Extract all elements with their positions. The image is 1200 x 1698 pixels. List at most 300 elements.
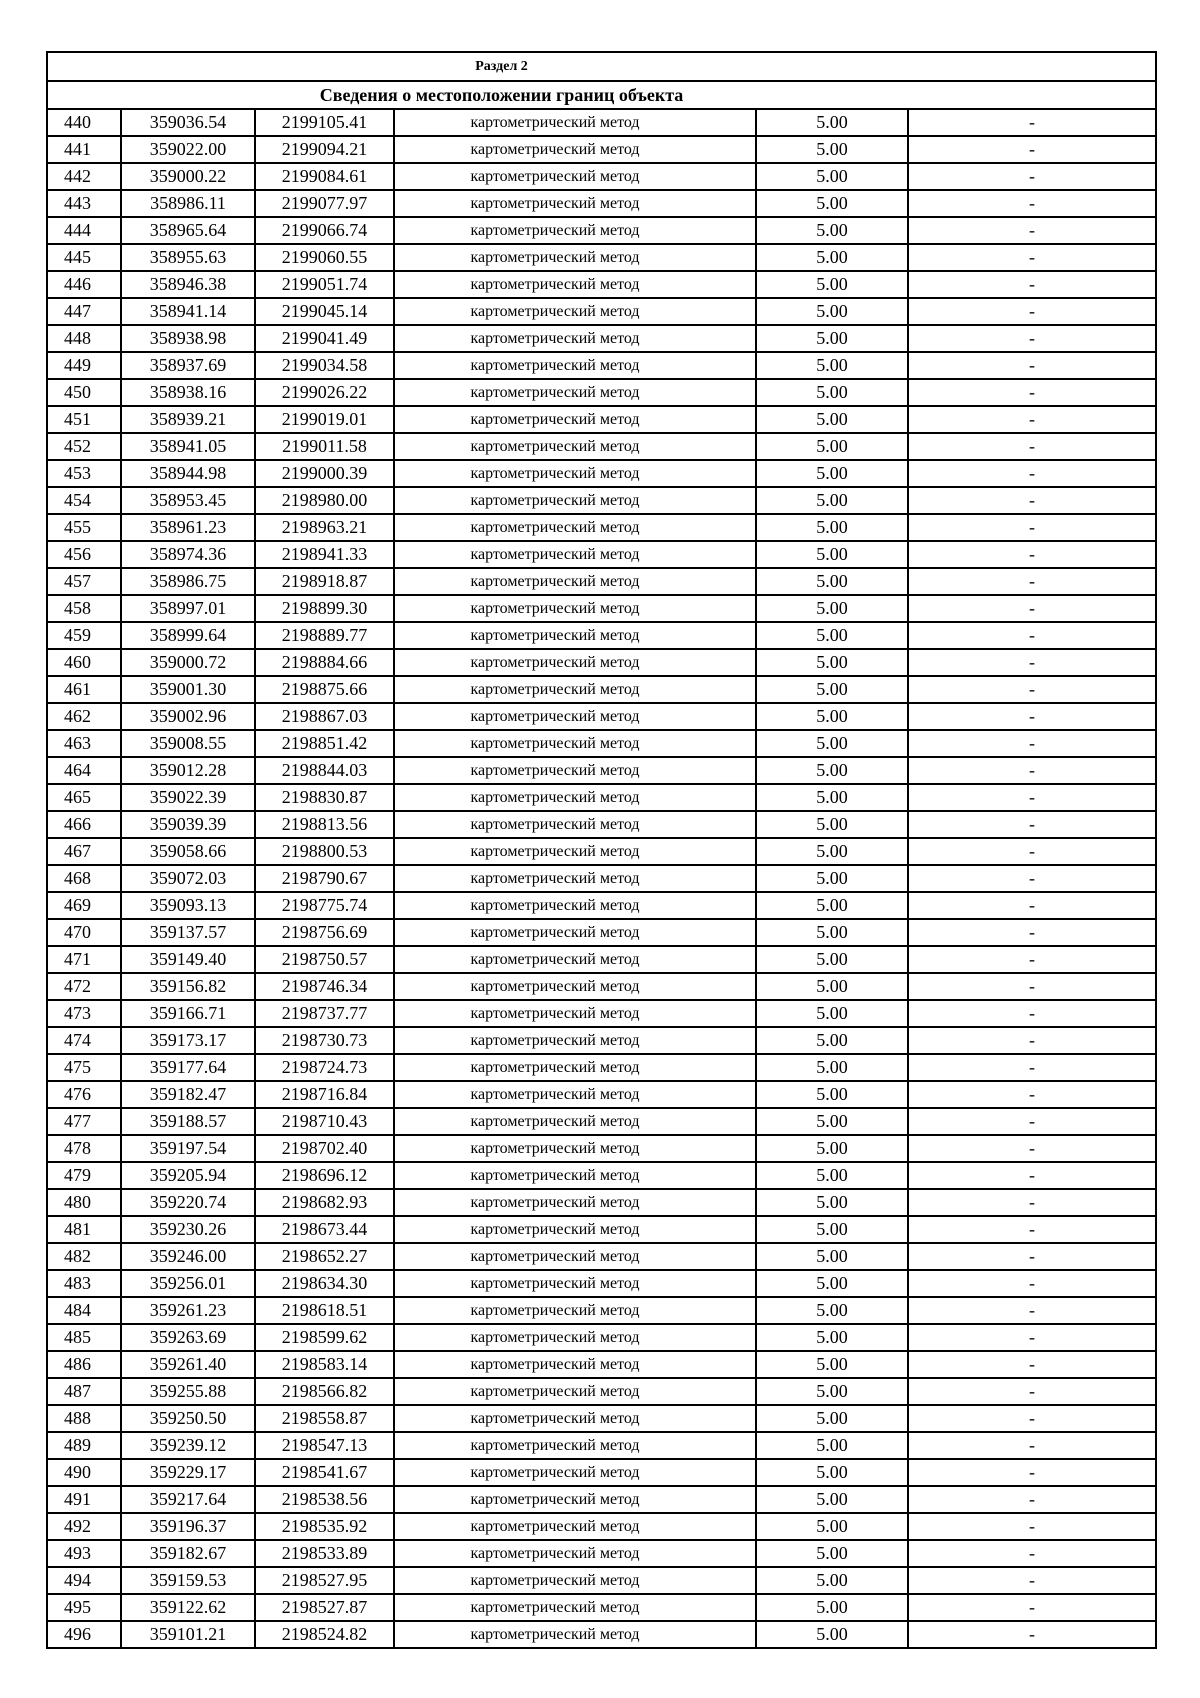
description-cell: - (908, 1351, 1156, 1378)
table-row (47, 352, 1156, 379)
method-text: картометрический метод (470, 708, 640, 725)
accuracy-cell: 5.00 (756, 1135, 908, 1162)
accuracy-cell: 5.00 (756, 298, 908, 325)
y-coordinate-cell: 2198830.87 (255, 784, 394, 811)
method-text: картометрический метод (470, 168, 640, 185)
point-number-cell: 494 (47, 1567, 121, 1594)
accuracy-cell: 5.00 (756, 1459, 908, 1486)
point-number-cell: 463 (47, 730, 121, 757)
x-coordinate-cell: 359000.72 (121, 649, 255, 676)
x-coordinate-cell: 358944.98 (121, 460, 255, 487)
point-number-cell: 469 (47, 892, 121, 919)
description-cell: - (908, 541, 1156, 568)
y-coordinate-cell: 2198980.00 (255, 487, 394, 514)
description-cell: - (908, 460, 1156, 487)
method-cell (394, 1567, 756, 1594)
method-text: картометрический метод (470, 519, 640, 536)
accuracy-cell: 5.00 (756, 1621, 908, 1648)
point-number-cell: 475 (47, 1054, 121, 1081)
x-coordinate-cell: 359149.40 (121, 946, 255, 973)
description-cell: - (908, 190, 1156, 217)
method-cell (394, 1216, 756, 1243)
accuracy-cell: 5.00 (756, 1432, 908, 1459)
x-coordinate-cell: 359156.82 (121, 973, 255, 1000)
method-text: картометрический метод (470, 465, 640, 482)
method-text: картометрический метод (470, 303, 640, 320)
accuracy-cell: 5.00 (756, 568, 908, 595)
table-row (47, 433, 1156, 460)
description-cell: - (908, 1432, 1156, 1459)
table-row (47, 1486, 1156, 1513)
point-number-cell: 458 (47, 595, 121, 622)
accuracy-cell: 5.00 (756, 1108, 908, 1135)
x-coordinate-cell: 359261.40 (121, 1351, 255, 1378)
table-row (47, 919, 1156, 946)
point-number-cell: 477 (47, 1108, 121, 1135)
point-number-cell: 472 (47, 973, 121, 1000)
x-coordinate-cell: 358986.75 (121, 568, 255, 595)
method-text: картометрический метод (470, 1410, 640, 1427)
table-row (47, 784, 1156, 811)
x-coordinate-cell: 359205.94 (121, 1162, 255, 1189)
method-text: картометрический метод (470, 1626, 640, 1643)
description-cell: - (908, 946, 1156, 973)
y-coordinate-cell: 2198875.66 (255, 676, 394, 703)
method-cell (394, 919, 756, 946)
x-coordinate-cell: 359188.57 (121, 1108, 255, 1135)
description-cell: - (908, 703, 1156, 730)
method-cell (394, 838, 756, 865)
table-row (47, 109, 1156, 136)
description-cell: - (908, 1459, 1156, 1486)
x-coordinate-cell: 359246.00 (121, 1243, 255, 1270)
y-coordinate-cell: 2199041.49 (255, 325, 394, 352)
accuracy-cell: 5.00 (756, 433, 908, 460)
method-text: картометрический метод (470, 357, 640, 374)
table-row (47, 730, 1156, 757)
x-coordinate-cell: 359101.21 (121, 1621, 255, 1648)
point-number-cell: 444 (47, 217, 121, 244)
table-row (47, 325, 1156, 352)
y-coordinate-cell: 2198535.92 (255, 1513, 394, 1540)
point-number-cell: 489 (47, 1432, 121, 1459)
x-coordinate-cell: 359197.54 (121, 1135, 255, 1162)
table-row (47, 190, 1156, 217)
table-row (47, 892, 1156, 919)
table-row (47, 1189, 1156, 1216)
x-coordinate-cell: 359239.12 (121, 1432, 255, 1459)
accuracy-cell: 5.00 (756, 1270, 908, 1297)
y-coordinate-cell: 2198538.56 (255, 1486, 394, 1513)
description-cell: - (908, 1405, 1156, 1432)
method-cell (394, 541, 756, 568)
y-coordinate-cell: 2198889.77 (255, 622, 394, 649)
method-text: картометрический метод (470, 195, 640, 212)
description-cell: - (908, 757, 1156, 784)
point-number-cell: 451 (47, 406, 121, 433)
method-cell (394, 1486, 756, 1513)
method-cell (394, 1459, 756, 1486)
description-cell: - (908, 1243, 1156, 1270)
method-cell (394, 649, 756, 676)
accuracy-cell: 5.00 (756, 973, 908, 1000)
table-row (47, 1405, 1156, 1432)
table-body (47, 52, 1156, 1648)
y-coordinate-cell: 2199000.39 (255, 460, 394, 487)
section-title-row (47, 81, 1156, 109)
description-cell: - (908, 163, 1156, 190)
method-text: картометрический метод (470, 1572, 640, 1589)
method-cell (394, 514, 756, 541)
description-cell: - (908, 811, 1156, 838)
x-coordinate-cell: 358941.05 (121, 433, 255, 460)
method-cell (394, 946, 756, 973)
y-coordinate-cell: 2198851.42 (255, 730, 394, 757)
accuracy-cell: 5.00 (756, 514, 908, 541)
x-coordinate-cell: 358946.38 (121, 271, 255, 298)
point-number-cell: 464 (47, 757, 121, 784)
point-number-cell: 478 (47, 1135, 121, 1162)
y-coordinate-cell: 2199051.74 (255, 271, 394, 298)
point-number-cell: 454 (47, 487, 121, 514)
y-coordinate-cell: 2198673.44 (255, 1216, 394, 1243)
method-text: картометрический метод (470, 1599, 640, 1616)
method-text: картометрический метод (470, 1113, 640, 1130)
description-cell: - (908, 217, 1156, 244)
x-coordinate-cell: 358955.63 (121, 244, 255, 271)
y-coordinate-cell: 2198746.34 (255, 973, 394, 1000)
y-coordinate-cell: 2199094.21 (255, 136, 394, 163)
accuracy-cell: 5.00 (756, 595, 908, 622)
description-cell: - (908, 379, 1156, 406)
accuracy-cell: 5.00 (756, 1405, 908, 1432)
table-row (47, 1540, 1156, 1567)
method-text: картометрический метод (470, 789, 640, 806)
accuracy-cell: 5.00 (756, 1297, 908, 1324)
point-number-cell: 471 (47, 946, 121, 973)
method-cell (394, 1270, 756, 1297)
section-label-row (47, 52, 1156, 81)
point-number-cell: 480 (47, 1189, 121, 1216)
table-row (47, 487, 1156, 514)
description-cell: - (908, 1540, 1156, 1567)
x-coordinate-cell: 359000.22 (121, 163, 255, 190)
method-cell (394, 487, 756, 514)
table-row (47, 973, 1156, 1000)
y-coordinate-cell: 2198533.89 (255, 1540, 394, 1567)
method-text: картометрический метод (470, 978, 640, 995)
method-text: картометрический метод (470, 573, 640, 590)
x-coordinate-cell: 358953.45 (121, 487, 255, 514)
point-number-cell: 447 (47, 298, 121, 325)
method-text: картометрический метод (470, 1491, 640, 1508)
description-cell: - (908, 1162, 1156, 1189)
table-row (47, 406, 1156, 433)
x-coordinate-cell: 359229.17 (121, 1459, 255, 1486)
method-text: картометрический метод (470, 249, 640, 266)
method-cell (394, 1594, 756, 1621)
point-number-cell: 486 (47, 1351, 121, 1378)
y-coordinate-cell: 2198618.51 (255, 1297, 394, 1324)
point-number-cell: 442 (47, 163, 121, 190)
point-number-cell: 460 (47, 649, 121, 676)
table-row (47, 244, 1156, 271)
x-coordinate-cell: 359159.53 (121, 1567, 255, 1594)
description-cell: - (908, 1027, 1156, 1054)
description-cell: - (908, 487, 1156, 514)
method-text: картометрический метод (470, 1032, 640, 1049)
method-cell (394, 1297, 756, 1324)
description-cell: - (908, 973, 1156, 1000)
y-coordinate-cell: 2199077.97 (255, 190, 394, 217)
description-cell: - (908, 1324, 1156, 1351)
description-cell: - (908, 865, 1156, 892)
description-cell: - (908, 271, 1156, 298)
description-cell: - (908, 1135, 1156, 1162)
method-cell (394, 1054, 756, 1081)
description-cell: - (908, 1000, 1156, 1027)
x-coordinate-cell: 359001.30 (121, 676, 255, 703)
y-coordinate-cell: 2198524.82 (255, 1621, 394, 1648)
description-cell: - (908, 109, 1156, 136)
x-coordinate-cell: 359220.74 (121, 1189, 255, 1216)
y-coordinate-cell: 2199034.58 (255, 352, 394, 379)
method-cell (394, 244, 756, 271)
section-title-cell (47, 81, 1156, 109)
accuracy-cell: 5.00 (756, 190, 908, 217)
accuracy-cell: 5.00 (756, 1486, 908, 1513)
y-coordinate-cell: 2198867.03 (255, 703, 394, 730)
table-row (47, 1027, 1156, 1054)
accuracy-cell: 5.00 (756, 1027, 908, 1054)
table-row (47, 541, 1156, 568)
method-cell (394, 298, 756, 325)
method-cell (394, 1405, 756, 1432)
point-number-cell: 445 (47, 244, 121, 271)
y-coordinate-cell: 2198730.73 (255, 1027, 394, 1054)
method-cell (394, 1324, 756, 1351)
table-row (47, 595, 1156, 622)
method-cell (394, 757, 756, 784)
accuracy-cell: 5.00 (756, 1162, 908, 1189)
x-coordinate-cell: 359036.54 (121, 109, 255, 136)
accuracy-cell: 5.00 (756, 892, 908, 919)
point-number-cell: 487 (47, 1378, 121, 1405)
table-row (47, 163, 1156, 190)
accuracy-cell: 5.00 (756, 217, 908, 244)
y-coordinate-cell: 2198634.30 (255, 1270, 394, 1297)
point-number-cell: 474 (47, 1027, 121, 1054)
accuracy-cell: 5.00 (756, 460, 908, 487)
y-coordinate-cell: 2198541.67 (255, 1459, 394, 1486)
method-text: картометрический метод (470, 870, 640, 887)
point-number-cell: 455 (47, 514, 121, 541)
accuracy-cell: 5.00 (756, 1054, 908, 1081)
method-text: картометрический метод (470, 1545, 640, 1562)
y-coordinate-cell: 2198813.56 (255, 811, 394, 838)
accuracy-cell: 5.00 (756, 649, 908, 676)
table-row (47, 1459, 1156, 1486)
point-number-cell: 459 (47, 622, 121, 649)
method-cell (394, 973, 756, 1000)
accuracy-cell: 5.00 (756, 676, 908, 703)
table-row (47, 1324, 1156, 1351)
point-number-cell: 456 (47, 541, 121, 568)
method-cell (394, 136, 756, 163)
x-coordinate-cell: 359173.17 (121, 1027, 255, 1054)
accuracy-cell: 5.00 (756, 136, 908, 163)
point-number-cell: 473 (47, 1000, 121, 1027)
accuracy-cell: 5.00 (756, 730, 908, 757)
point-number-cell: 449 (47, 352, 121, 379)
table-row (47, 136, 1156, 163)
y-coordinate-cell: 2199026.22 (255, 379, 394, 406)
x-coordinate-cell: 359012.28 (121, 757, 255, 784)
x-coordinate-cell: 358941.14 (121, 298, 255, 325)
table-row (47, 1432, 1156, 1459)
y-coordinate-cell: 2198884.66 (255, 649, 394, 676)
method-text: картометрический метод (470, 1383, 640, 1400)
accuracy-cell: 5.00 (756, 757, 908, 784)
description-cell: - (908, 1054, 1156, 1081)
accuracy-cell: 5.00 (756, 1567, 908, 1594)
method-cell (394, 1351, 756, 1378)
method-cell (394, 1378, 756, 1405)
accuracy-cell: 5.00 (756, 1000, 908, 1027)
x-coordinate-cell: 359256.01 (121, 1270, 255, 1297)
section-label: Раздел 2 (475, 59, 528, 74)
method-cell (394, 622, 756, 649)
description-cell: - (908, 325, 1156, 352)
point-number-cell: 443 (47, 190, 121, 217)
point-number-cell: 479 (47, 1162, 121, 1189)
method-text: картометрический метод (470, 735, 640, 752)
description-cell: - (908, 1567, 1156, 1594)
x-coordinate-cell: 359182.67 (121, 1540, 255, 1567)
accuracy-cell: 5.00 (756, 271, 908, 298)
method-cell (394, 784, 756, 811)
accuracy-cell: 5.00 (756, 1513, 908, 1540)
x-coordinate-cell: 359263.69 (121, 1324, 255, 1351)
accuracy-cell: 5.00 (756, 325, 908, 352)
description-cell: - (908, 1594, 1156, 1621)
description-cell: - (908, 1378, 1156, 1405)
method-cell (394, 217, 756, 244)
accuracy-cell: 5.00 (756, 622, 908, 649)
method-text: картометрический метод (470, 222, 640, 239)
method-text: картометрический метод (470, 1086, 640, 1103)
x-coordinate-cell: 358937.69 (121, 352, 255, 379)
y-coordinate-cell: 2199011.58 (255, 433, 394, 460)
method-text: картометрический метод (470, 411, 640, 428)
method-text: картометрический метод (470, 1248, 640, 1265)
method-cell (394, 865, 756, 892)
y-coordinate-cell: 2199019.01 (255, 406, 394, 433)
point-number-cell: 481 (47, 1216, 121, 1243)
y-coordinate-cell: 2198583.14 (255, 1351, 394, 1378)
x-coordinate-cell: 358997.01 (121, 595, 255, 622)
method-cell (394, 703, 756, 730)
x-coordinate-cell: 359093.13 (121, 892, 255, 919)
description-cell: - (908, 244, 1156, 271)
method-text: картометрический метод (470, 276, 640, 293)
boundary-coordinates-table (46, 51, 1157, 1649)
x-coordinate-cell: 359058.66 (121, 838, 255, 865)
point-number-cell: 483 (47, 1270, 121, 1297)
table-row (47, 1621, 1156, 1648)
point-number-cell: 493 (47, 1540, 121, 1567)
table-row (47, 1081, 1156, 1108)
accuracy-cell: 5.00 (756, 1324, 908, 1351)
accuracy-cell: 5.00 (756, 919, 908, 946)
point-number-cell: 491 (47, 1486, 121, 1513)
y-coordinate-cell: 2198775.74 (255, 892, 394, 919)
method-cell (394, 595, 756, 622)
accuracy-cell: 5.00 (756, 784, 908, 811)
description-cell: - (908, 1216, 1156, 1243)
table-row (47, 514, 1156, 541)
method-cell (394, 1621, 756, 1648)
x-coordinate-cell: 359250.50 (121, 1405, 255, 1432)
point-number-cell: 465 (47, 784, 121, 811)
description-cell: - (908, 1513, 1156, 1540)
table-row (47, 568, 1156, 595)
method-cell (394, 892, 756, 919)
method-cell (394, 1162, 756, 1189)
y-coordinate-cell: 2198941.33 (255, 541, 394, 568)
description-cell: - (908, 1108, 1156, 1135)
point-number-cell: 468 (47, 865, 121, 892)
method-text: картометрический метод (470, 681, 640, 698)
point-number-cell: 490 (47, 1459, 121, 1486)
method-text: картометрический метод (470, 843, 640, 860)
point-number-cell: 492 (47, 1513, 121, 1540)
y-coordinate-cell: 2199060.55 (255, 244, 394, 271)
point-number-cell: 441 (47, 136, 121, 163)
y-coordinate-cell: 2198599.62 (255, 1324, 394, 1351)
method-cell (394, 1513, 756, 1540)
method-cell (394, 1135, 756, 1162)
point-number-cell: 453 (47, 460, 121, 487)
method-text: картометрический метод (470, 816, 640, 833)
x-coordinate-cell: 358938.16 (121, 379, 255, 406)
accuracy-cell: 5.00 (756, 244, 908, 271)
point-number-cell: 466 (47, 811, 121, 838)
x-coordinate-cell: 359008.55 (121, 730, 255, 757)
table-row (47, 1243, 1156, 1270)
description-cell: - (908, 433, 1156, 460)
description-cell: - (908, 730, 1156, 757)
point-number-cell: 482 (47, 1243, 121, 1270)
x-coordinate-cell: 358961.23 (121, 514, 255, 541)
table-row (47, 1567, 1156, 1594)
table-row (47, 1594, 1156, 1621)
description-cell: - (908, 595, 1156, 622)
table-row (47, 298, 1156, 325)
y-coordinate-cell: 2198652.27 (255, 1243, 394, 1270)
description-cell: - (908, 622, 1156, 649)
section-title: Сведения о местоположении границ объекта (319, 85, 684, 105)
y-coordinate-cell: 2198963.21 (255, 514, 394, 541)
x-coordinate-cell: 359255.88 (121, 1378, 255, 1405)
y-coordinate-cell: 2198696.12 (255, 1162, 394, 1189)
method-text: картометрический метод (470, 546, 640, 563)
description-cell: - (908, 1297, 1156, 1324)
table-row (47, 271, 1156, 298)
method-text: картометрический метод (470, 1464, 640, 1481)
method-text: картометрический метод (470, 1302, 640, 1319)
y-coordinate-cell: 2198790.67 (255, 865, 394, 892)
